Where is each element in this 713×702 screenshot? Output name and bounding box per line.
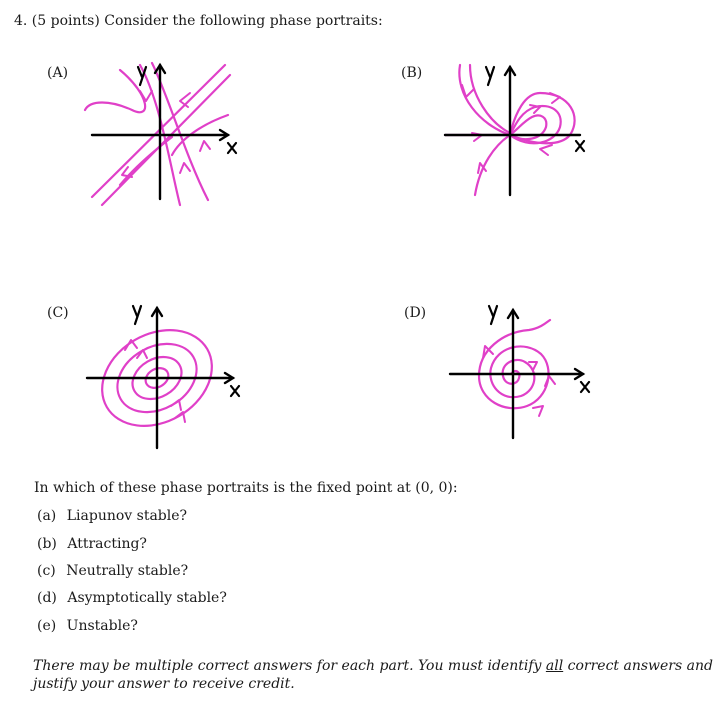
question-part-e	[37, 617, 138, 635]
part-id: (c)	[37, 563, 56, 579]
x-axis-label-handwritten	[576, 141, 584, 151]
credit-note-line2: justify your answer to receive credit.	[33, 676, 295, 692]
phase-portrait-a	[80, 55, 250, 210]
question-part-c	[37, 562, 188, 580]
y-axis-label-handwritten	[486, 67, 494, 85]
portrait-label-d: (D)	[404, 305, 427, 321]
phase-portrait-b	[440, 55, 610, 205]
part-text: Asymptotically stable?	[67, 590, 227, 606]
part-text: Unstable?	[66, 618, 138, 634]
portrait-label-a: (A)	[47, 65, 69, 81]
problem-header: 4. (5 points) Consider the following phase portraits:	[14, 13, 383, 29]
portrait-label-c: (C)	[47, 305, 69, 321]
phase-portrait-c	[85, 298, 250, 453]
note-text-before: There may be multiple correct answers for each part. You must identify	[33, 658, 546, 674]
part-id: (d)	[37, 590, 57, 606]
question-part-b	[37, 535, 147, 553]
question-part-a	[37, 507, 187, 525]
part-text: Attracting?	[67, 536, 147, 552]
x-axis-label-handwritten	[581, 382, 589, 392]
note-emphasis: all	[545, 658, 564, 674]
x-axis-label-handwritten	[228, 143, 236, 153]
portrait-label-b: (B)	[401, 65, 423, 81]
question-part-d	[37, 589, 227, 607]
credit-note-line1	[33, 657, 713, 675]
part-id: (e)	[37, 618, 57, 634]
part-text: Neutrally stable?	[66, 563, 189, 579]
y-axis-label-handwritten	[133, 306, 141, 324]
y-axis-label-handwritten	[489, 306, 497, 324]
part-id: (a)	[37, 508, 57, 524]
part-text: Liapunov stable?	[66, 508, 188, 524]
note-text-after: correct answers and	[563, 658, 713, 674]
part-id: (b)	[37, 536, 57, 552]
x-axis-label-handwritten	[231, 386, 239, 396]
phase-portrait-d	[445, 298, 610, 448]
question-prompt: In which of these phase portraits is the fixed point at (0, 0):	[34, 480, 458, 496]
